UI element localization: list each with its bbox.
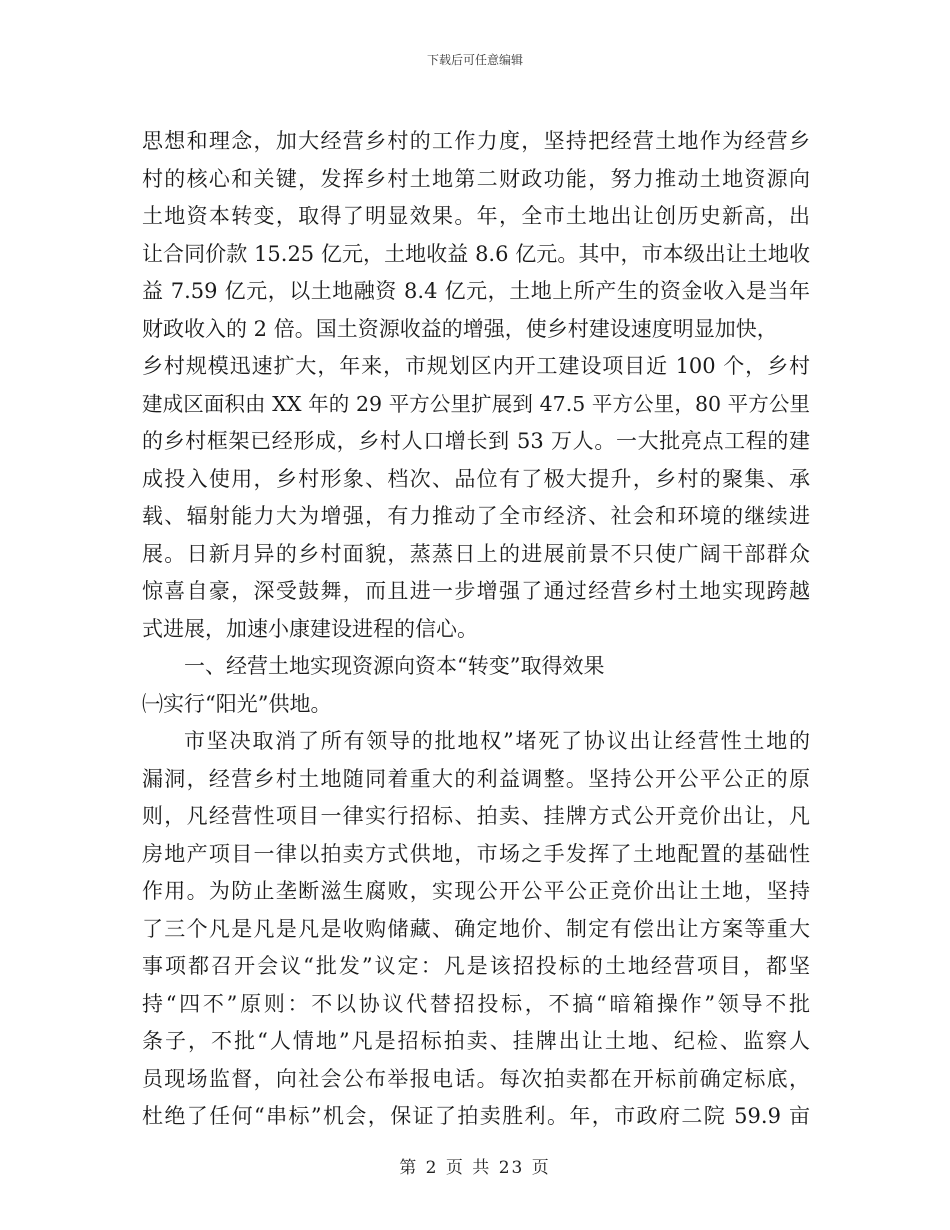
- section-heading: [142, 648, 810, 686]
- page-header-note: 下载后可任意编辑: [426, 53, 523, 67]
- text-line: 了三个凡是凡是凡是收购储藏、确定地价、制定有偿出让方案等重大: [142, 916, 810, 941]
- text-line: 的乡村框架已经形成，乡村人口增长到 53 万人。一大批亮点工程的建: [142, 429, 810, 453]
- page-number: 第 2 页 共 23 页: [399, 1158, 551, 1178]
- text-line: 益 7.59 亿元，以土地融资 8.4 亿元，土地上所产生的资金收入是当年: [142, 279, 810, 303]
- text-line: 条子，不批“人情地”凡是招标拍卖、挂牌出让土地、纪检、监察人: [142, 1029, 810, 1053]
- text-line: 成投入使用，乡村形象、档次、品位有了极大提升，乡村的聚集、承: [142, 466, 810, 491]
- text-line: 漏洞，经营乡村土地随同着重大的利益调整。坚持公开公平公正的原: [142, 766, 810, 791]
- document-body: [142, 123, 810, 1136]
- text-line: 让合同价款 15.25 亿元，土地收益 8.6 亿元。其中，市本级出让土地收: [142, 241, 810, 266]
- subsection-heading: [142, 686, 810, 724]
- text-line: 持“四不”原则：不以协议代替招投标，不搞“暗箱操作”领导不批: [142, 991, 810, 1016]
- paragraph: [142, 723, 810, 1136]
- text-line: 则，凡经营性项目一律实行招标、拍卖、挂牌方式公开竞价出让，凡: [142, 804, 810, 828]
- text-line: 事项都召开会议“批发”议定：凡是该招投标的土地经营项目，都坚: [142, 954, 810, 978]
- text-line: 杜绝了任何“串标”机会，保证了拍卖胜利。年，市政府二院 59.9 亩: [142, 1104, 810, 1128]
- text-line: 建成区面积由 XX 年的 29 平方公里扩展到 47.5 平方公里，80 平方公里: [142, 391, 810, 416]
- text-line: 载、辐射能力大为增强，有力推动了全市经济、社会和环境的继续进: [142, 504, 810, 528]
- text-line: ㈠实行“阳光”供地。: [142, 691, 332, 716]
- text-line: 惊喜自豪，深受鼓舞，而且进一步增强了通过经营乡村土地实现跨越: [142, 579, 810, 603]
- text-line: 作用。为防止垄断滋生腐败，实现公开公平公正竞价出让土地，坚持: [142, 879, 810, 903]
- text-line: 财政收入的 2 倍。国土资源收益的增强，使乡村建设速度明显加快，: [142, 316, 778, 341]
- text-line: 展。日新月异的乡村面貌，蒸蒸日上的进展前景不只使广阔干部群众: [142, 541, 810, 566]
- text-line: 村的核心和关键，发挥乡村土地第二财政功能，努力推动土地资源向: [142, 166, 810, 191]
- text-line: 土地资本转变，取得了明显效果。年，全市土地出让创历史新高，出: [142, 204, 810, 228]
- text-line: 员现场监督，向社会公布举报电话。每次拍卖都在开标前确定标底，: [142, 1066, 810, 1091]
- text-line: 思想和理念，加大经营乡村的工作力度，坚持把经营土地作为经营乡: [142, 129, 810, 153]
- paragraph: [142, 123, 810, 648]
- text-line: 式进展，加速小康建设进程的信心。: [142, 616, 478, 641]
- text-line: 房地产项目一律以拍卖方式供地，市场之手发挥了土地配置的基础性: [142, 841, 810, 866]
- text-line: 一、经营土地实现资源向资本“转变”取得效果: [184, 654, 605, 678]
- text-line: 乡村规模迅速扩大，年来，市规划区内开工建设项目近 100 个，乡村: [142, 354, 810, 378]
- text-line: 市坚决取消了所有领导的批地权”堵死了协议出让经营性土地的: [184, 729, 810, 753]
